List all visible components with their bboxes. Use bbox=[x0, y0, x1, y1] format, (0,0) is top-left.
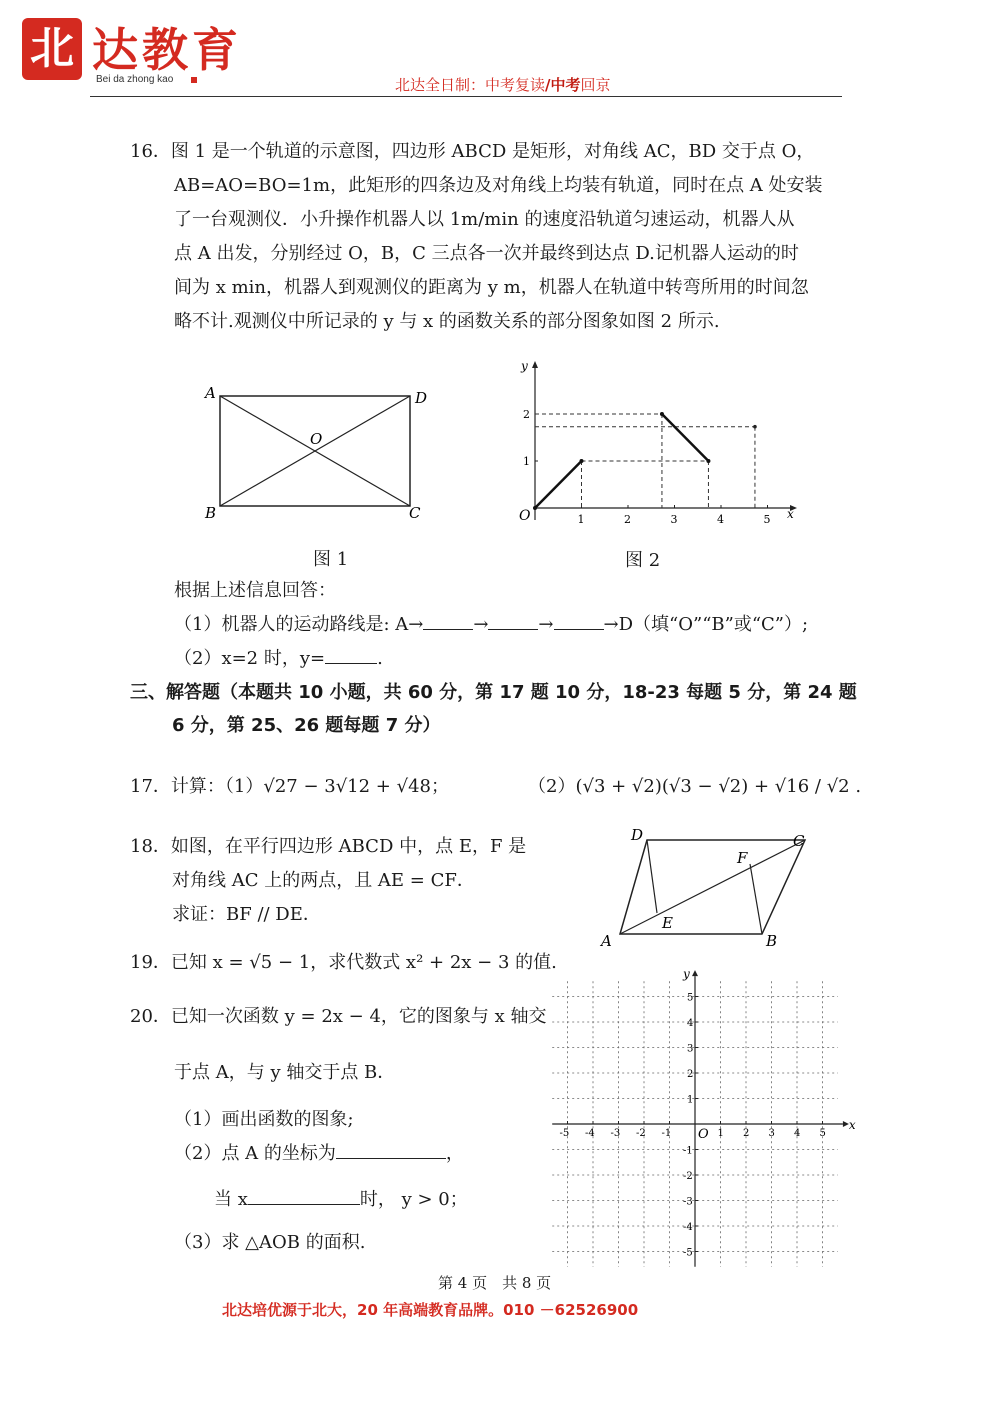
q20-part3: （3）求 △AOB 的面积. bbox=[174, 1232, 366, 1253]
q16-line: 16．图 1 是一个轨道的示意图，四边形 ABCD 是矩形，对角线 AC，BD 交于点 O， bbox=[130, 141, 815, 162]
fig1-label-d: D bbox=[415, 389, 428, 407]
fig2-x-label: x bbox=[787, 507, 794, 521]
fig1-label-o: O bbox=[310, 430, 323, 448]
q17-expr-2: (√3 + √2)(√3 − √2) + √16 / √2 . bbox=[575, 776, 862, 797]
grid-y-tick-label: -5 bbox=[683, 1247, 693, 1259]
q20-line1: 20．已知一次函数 y = 2x − 4，它的图象与 x 轴交 bbox=[130, 1006, 547, 1027]
grid-origin-label: O bbox=[698, 1127, 709, 1142]
q18-label-f: F bbox=[737, 849, 748, 867]
fig2-series-segment bbox=[535, 461, 582, 508]
grid-y-tick-label: -1 bbox=[683, 1145, 693, 1157]
brand-logo-text: 达教育 bbox=[92, 23, 242, 77]
q16-line: 点 A 出发，分别经过 O，B，C 三点各一次并最终到达点 D.记机器人运动的时 bbox=[174, 243, 799, 264]
grid-x-tick-label: -4 bbox=[585, 1128, 595, 1139]
grid-y-tick-label: -3 bbox=[683, 1196, 693, 1208]
grid-x-tick-label: -5 bbox=[559, 1128, 570, 1139]
fig2-x-tick-label: 5 bbox=[763, 513, 771, 526]
q20-part1: （1）画出函数的图象; bbox=[174, 1109, 354, 1130]
fig1-label-c: C bbox=[409, 504, 421, 522]
fig2-y-label: y bbox=[521, 359, 528, 373]
grid-x-tick-label: -1 bbox=[661, 1128, 672, 1139]
grid-x-tick-label: 3 bbox=[768, 1128, 775, 1139]
grid-y-tick-label: 4 bbox=[687, 1018, 694, 1029]
q18-label-b: B bbox=[766, 932, 778, 950]
header-slogan: 北达全日制：中考复读/中考回京 bbox=[395, 76, 611, 94]
fig2-caption: 图 2 bbox=[625, 550, 661, 571]
section-3-heading: 三、解答题（本题共 10 小题，共 60 分，第 17 题 10 分，18-23 每题 5 分，第 24 题 bbox=[130, 682, 857, 703]
answer-blank[interactable] bbox=[336, 1140, 446, 1159]
grid-y-tick-label: 5 bbox=[687, 992, 694, 1004]
fig2-point bbox=[533, 506, 537, 510]
answer-blank[interactable] bbox=[423, 611, 473, 630]
grid-x-tick-label: 4 bbox=[794, 1128, 801, 1139]
q16-line: 略不计.观测仪中所记录的 y 与 x 的函数关系的部分图象如图 2 所示. bbox=[174, 311, 720, 332]
q20-part2: （2）点 A 的坐标为 ， bbox=[174, 1137, 464, 1171]
q16-line: 间为 x min，机器人到观测仪的距离为 y m，机器人在轨道中转弯所用的时间忽 bbox=[174, 277, 809, 298]
brand-logo-subtitle: Bei da zhong kao bbox=[96, 74, 174, 85]
page-number: 第 4 页 共 8 页 bbox=[438, 1274, 552, 1292]
q16-line: 了一台观测仪．小升操作机器人以 1m/min 的速度沿轨道匀速运动，机器人从 bbox=[174, 209, 795, 230]
q17-expr-1: √27 − 3√12 + √48； bbox=[263, 776, 449, 797]
fig2-origin-label: O bbox=[519, 508, 531, 524]
figure-2-chart bbox=[505, 360, 805, 530]
q20-line2: 于点 A，与 y 轴交于点 B． bbox=[174, 1062, 396, 1083]
q20-coordinate-grid bbox=[559, 962, 856, 1259]
answer-blank[interactable] bbox=[488, 611, 538, 630]
answer-blank[interactable] bbox=[554, 611, 604, 630]
answer-blank[interactable] bbox=[248, 1186, 360, 1205]
q16-part1: （1）机器人的运动路线是: A→ → → →D（填“O”“B”或“C”）; bbox=[174, 608, 808, 642]
question-16 bbox=[130, 135, 823, 339]
question-19: 19．已知 x = √5 − 1，求代数式 x² + 2x − 3 的值. bbox=[130, 952, 557, 973]
fig2-y-tick-label: 2 bbox=[523, 408, 530, 421]
q18-label-e: E bbox=[662, 914, 673, 932]
grid-y-tick-label: -2 bbox=[683, 1171, 693, 1182]
brand-logo-mark: 北 bbox=[22, 18, 82, 80]
fig2-point bbox=[706, 459, 710, 463]
question-18 bbox=[130, 830, 526, 932]
fig2-x-tick-label: 4 bbox=[717, 513, 724, 526]
q16-line: AB=AO=BO=1m，此矩形的四条边及对角线上均装有轨道，同时在点 A 处安装 bbox=[174, 175, 823, 196]
grid-y-tick-label: 2 bbox=[687, 1069, 694, 1080]
grid-x-tick-label: 5 bbox=[819, 1128, 826, 1139]
q20-part2-cond: 当 x 时， y > 0； bbox=[214, 1183, 468, 1217]
fig2-x-tick-label: 1 bbox=[577, 513, 585, 526]
question-17: 17．计算：（1）√27 − 3√12 + √48； bbox=[130, 776, 449, 797]
header-divider bbox=[90, 96, 842, 97]
q18-line: 18．如图，在平行四边形 ABCD 中，点 E，F 是 bbox=[130, 836, 527, 857]
footer-brand-line: 北达培优源于北大，20 年高端教育品牌。010 －62526900 bbox=[222, 1301, 639, 1319]
q16-part2: （2）x=2 时，y= . bbox=[174, 642, 383, 676]
grid-y-tick-label: -4 bbox=[683, 1222, 693, 1233]
grid-y-tick-label: 1 bbox=[687, 1094, 694, 1106]
fig2-point bbox=[580, 459, 584, 463]
answer-blank[interactable] bbox=[325, 645, 377, 664]
fig2-y-tick-label: 1 bbox=[523, 455, 530, 468]
grid-x-tick-label: -3 bbox=[610, 1128, 621, 1139]
grid-y-tick-label: 3 bbox=[687, 1043, 694, 1055]
fig2-point bbox=[753, 425, 757, 429]
q18-label-a: A bbox=[601, 932, 612, 950]
fig2-series-segment bbox=[662, 414, 709, 461]
q18-label-c: C bbox=[793, 832, 805, 850]
section-3-heading-cont: 6 分，第 25、26 题每题 7 分） bbox=[172, 715, 441, 736]
question-17-part2: （2）(√3 + √2)(√3 − √2) + √16 / √2 . bbox=[528, 776, 862, 797]
fig2-x-tick-label: 3 bbox=[670, 513, 678, 526]
grid-x-tick-label: -2 bbox=[636, 1128, 646, 1139]
q16-prompt: 根据上述信息回答： bbox=[174, 580, 336, 601]
grid-y-label: y bbox=[683, 967, 690, 982]
q18-line: 对角线 AC 上的两点，且 AE = CF． bbox=[172, 870, 475, 891]
q18-line: 求证：BF // DE． bbox=[172, 904, 321, 925]
q18-label-d: D bbox=[631, 826, 644, 844]
grid-x-tick-label: 2 bbox=[743, 1128, 750, 1139]
logo-square-icon bbox=[191, 77, 197, 83]
fig2-x-tick-label: 2 bbox=[624, 513, 631, 526]
figure-q18-parallelogram bbox=[595, 822, 820, 952]
fig2-y-arrow-icon bbox=[532, 361, 538, 368]
grid-x-label: x bbox=[848, 1118, 856, 1132]
fig2-point bbox=[660, 412, 664, 416]
figure-1-rectangle bbox=[195, 378, 435, 528]
fig1-caption: 图 1 bbox=[313, 549, 349, 570]
fig1-label-b: B bbox=[205, 504, 217, 522]
grid-y-arrow-icon bbox=[692, 970, 698, 976]
grid-x-tick-label: 1 bbox=[717, 1128, 724, 1139]
fig1-label-a: A bbox=[205, 384, 216, 402]
